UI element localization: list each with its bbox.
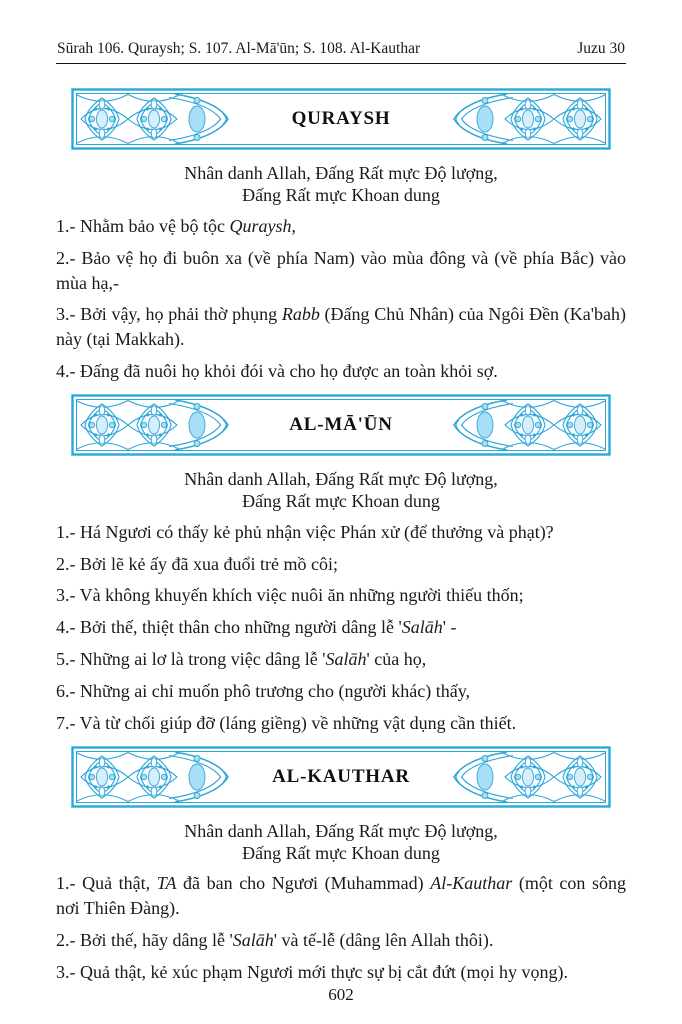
surah-title: QURAYSH [291, 108, 391, 129]
verse-7: 7.- Và từ chối giúp đỡ (láng giềng) về những vật dụng cần thiết. [56, 712, 517, 733]
page-number: 602 [328, 984, 354, 1004]
verse-list [56, 871, 626, 984]
verse-1: 1.- Nhằm bảo vệ bộ tộc Quraysh, [56, 215, 296, 236]
surah-section-al-kauthar [56, 736, 626, 985]
verse-list [56, 214, 626, 384]
bismillah-line-1: Nhân danh Allah, Đấng Rất mực Độ lượng, [184, 820, 498, 841]
bismillah-line-1: Nhân danh Allah, Đấng Rất mực Độ lượng, [184, 163, 498, 183]
bismillah [56, 163, 626, 207]
bismillah-line-2: Đấng Rất mực Khoan dung [242, 184, 440, 205]
verse-2: 2.- Bởi lẽ kẻ ấy đã xua đuổi trẻ mồ côi; [56, 553, 338, 574]
verse-3: 3.- Và không khuyến khích việc nuôi ăn những người thiếu thốn; [56, 585, 524, 606]
bismillah-line-1: Nhân danh Allah, Đấng Rất mực Độ lượng, [184, 468, 498, 489]
verse-5: 5.- Những ai lơ là trong việc dâng lễ 'Salāh' của họ, [56, 649, 427, 670]
header-juzu-number: Juzu 30 [577, 40, 625, 57]
verse-4: 4.- Bởi thế, thiệt thân cho những người dâng lễ 'Salāh' - [56, 617, 457, 638]
verse-4: 4.- Đấng đã nuôi họ khỏi đói và cho họ được an toàn khỏi sợ. [56, 361, 498, 382]
header-surah-titles: Sūrah 106. Quraysh; S. 107. Al-Mā'ūn; S. 108. Al-Kauthar [57, 40, 421, 57]
surah-title: AL-KAUTHAR [272, 765, 410, 787]
verse-2: 2.- Bảo vệ họ đi buôn xa (về phía Nam) vào mùa đông và (về phía Bắc) vào mùa hạ,- [56, 247, 626, 293]
running-header [56, 40, 626, 58]
surah-section-al-maun [56, 384, 626, 736]
surah-banner-al-maun [71, 394, 611, 456]
verse-1: 1.- Quả thật, TA đã ban cho Ngươi (Muhammad) Al-Kauthar (một con sông nơi Thiên Đàng). [56, 873, 627, 919]
verse-list [56, 520, 626, 736]
bismillah [56, 469, 626, 513]
verse-3: 3.- Bởi vậy, họ phải thờ phụng Rabb (Đấng Chủ Nhân) của Ngôi Đền (Ka'bah) này (tại Makkah). [56, 304, 626, 350]
surah-banner-al-kauthar [71, 746, 611, 808]
verse-3: 3.- Quả thật, kẻ xúc phạm Ngươi mới thực sự bị cắt đứt (mọi hy vọng). [56, 961, 568, 982]
verse-1: 1.- Há Ngươi có thấy kẻ phủ nhận việc Phán xử (để thưởng và phạt)? [56, 521, 554, 542]
bismillah [56, 821, 626, 865]
verse-6: 6.- Những ai chỉ muốn phô trương cho (người khác) thấy, [56, 680, 471, 701]
bismillah-line-2: Đấng Rất mực Khoan dung [242, 490, 440, 511]
verse-2: 2.- Bởi thế, hãy dâng lễ 'Salāh' và tế-lễ (dâng lên Allah thôi). [56, 930, 494, 951]
surah-section-quraysh [56, 64, 626, 384]
bismillah-line-2: Đấng Rất mực Khoan dung [242, 842, 440, 863]
surah-banner-quraysh [71, 88, 611, 150]
surah-title: AL-MĀ'ŪN [289, 413, 393, 435]
